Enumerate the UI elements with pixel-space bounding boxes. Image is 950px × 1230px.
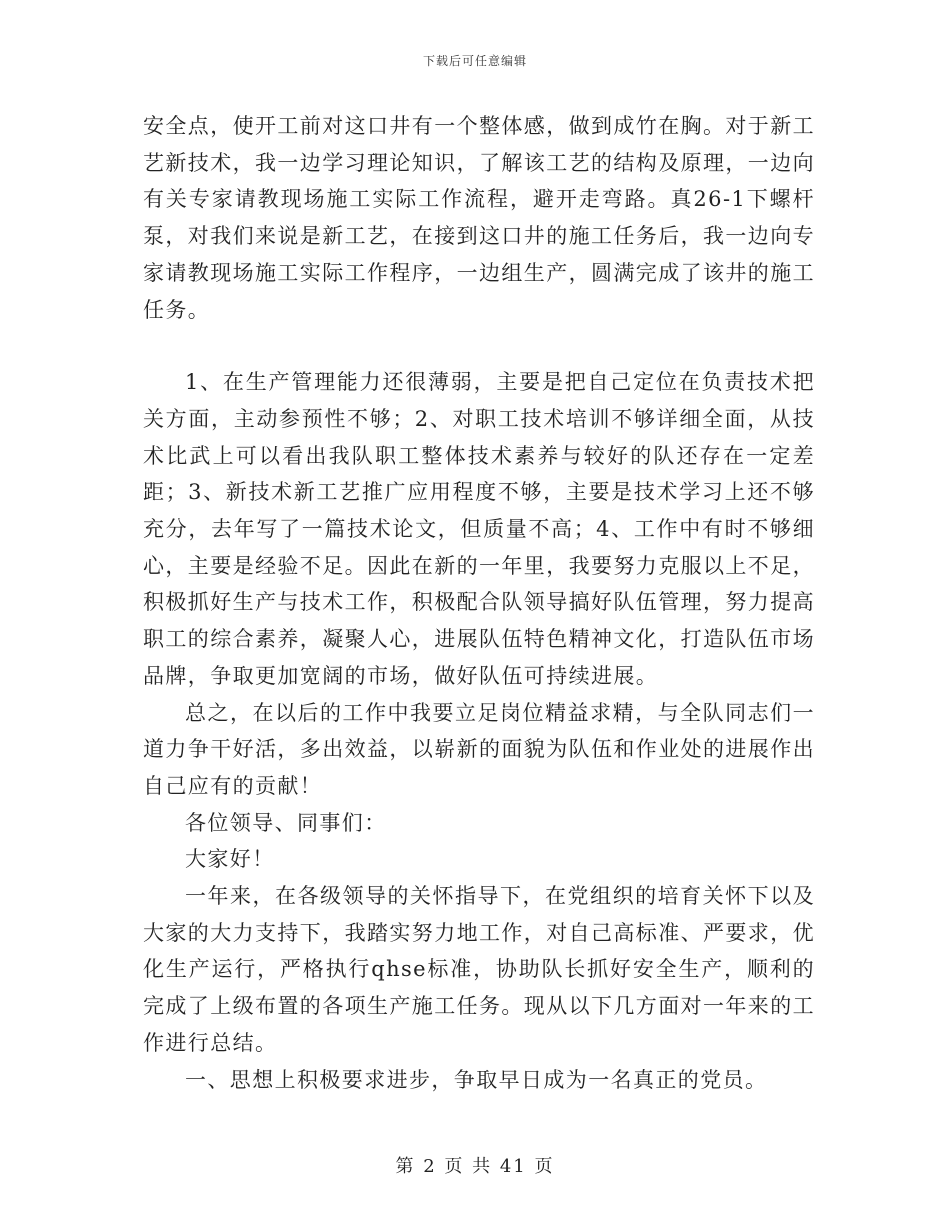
- paragraph-year-summary: 一年来，在各级领导的关怀指导下，在党组织的培育关怀下以及大家的大力支持下，我踏实努力地工作，对自己高标准、严要求，优化生产运行，严格执行qhse标准，协助队长抓好安全生产，顺利的完成了上级布置的各项生产施工任务。现从以下几方面对一年来的工作进行总结。: [143, 884, 815, 1055]
- paragraph-conclusion: 总之，在以后的工作中我要立足岗位精益求精，与全队同志们一道力争干好活，多出效益，以崭新的面貌为队伍和作业处的进展作出自己应有的贡献！: [143, 700, 815, 798]
- paragraph-shortcomings: 1、在生产管理能力还很薄弱，主要是把自己定位在负责技术把关方面，主动参预性不够；2、对职工技术培训不够详细全面，从技术比武上可以看出我队职工整体技术素养与较好的队还存在一定差距；3、新技术新工艺推广应用程度不够，主要是技术学习上还不够充分，去年写了一篇技术论文，但质量不高；4、工作中有时不够细心，主要是经验不足。因此在新的一年里，我要努力克服以上不足，积极抓好生产与技术工作，积极配合队领导搞好队伍管理，努力提高职工的综合素养，凝聚人心，进展队伍特色精神文化，打造队伍市场品牌，争取更加宽阔的市场，做好队伍可持续进展。: [143, 370, 815, 688]
- paragraph-salutation: 各位领导、同事们：: [185, 810, 387, 835]
- page-number-footer: 第 2 页 共 41 页: [395, 1156, 555, 1177]
- paragraph-continuation: 安全点，使开工前对这口井有一个整体感，做到成竹在胸。对于新工艺新技术，我一边学习理论知识，了解该工艺的结构及原理，一边向有关专家请教现场施工实际工作流程，避开走弯路。真26-1下螺杆泵，对我们来说是新工艺，在接到这口井的施工任务后，我一边向专家请教现场施工实际工作程序，一边组生产，圆满完成了该井的施工任务。: [143, 114, 815, 322]
- paragraph-section-heading: 一、思想上积极要求进步，争取早日成为一名真正的党员。: [185, 1067, 768, 1092]
- paragraph-greeting: 大家好！: [185, 847, 275, 872]
- document-body: [143, 108, 815, 1098]
- page-header: 下载后可任意编辑: [422, 54, 527, 68]
